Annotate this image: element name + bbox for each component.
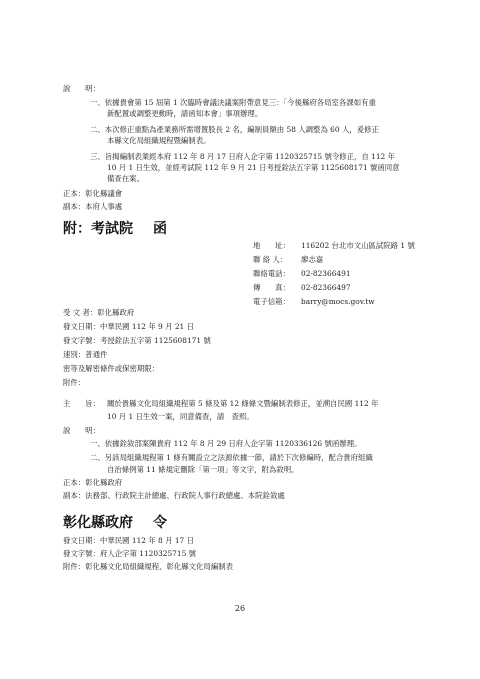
- contact-key: 地 址：: [253, 241, 290, 250]
- issue-date: 發文日期：中華民國 112 年 9 月 21 日: [63, 322, 194, 331]
- explain-item-1-line-2: 新配置或調整更動時，請函知本會」事項辦理。: [107, 109, 263, 118]
- contact-value: 02-82366491: [301, 269, 351, 278]
- explain-item-3-line-3: 備查在案。: [107, 174, 144, 183]
- exam-yuan-heading: [63, 220, 167, 238]
- heading-main: 附：考試院: [63, 221, 133, 237]
- explain-item-2-line-1: 二、另該局組織規程第 1 條有關設立之法源依據一節，請於下次修編時，配合貴府組織: [90, 453, 373, 462]
- attachment: 附件：: [63, 378, 86, 387]
- security-level: 密等及解密條件或保密期限：: [63, 364, 160, 373]
- contact-phone: [253, 268, 351, 279]
- contact-key: 電子信箱：: [253, 297, 290, 306]
- contact-key: 傳 真：: [253, 283, 290, 292]
- contact-email: [253, 296, 375, 307]
- contact-value: 廖志嘉: [301, 255, 324, 264]
- contact-key: 聯絡電話：: [253, 269, 290, 278]
- heading-suffix: 令: [153, 515, 167, 531]
- county-order-heading: [63, 514, 167, 532]
- cc-original: 正本：彰化縣政府: [63, 478, 123, 487]
- order-issue-date: 發文日期：中華民國 112 年 8 月 17 日: [63, 536, 194, 545]
- contact-person: [253, 254, 323, 265]
- order-issue-number: 發文字號：府人企字第 1120325715 號: [63, 549, 197, 558]
- cc-copy: 副本：本府人事處: [63, 202, 123, 211]
- explain-item-3-line-1: 三、旨揭編制表業經本府 112 年 8 月 17 日府人企字第 1120325715 號令修正，自 112 年: [90, 152, 395, 161]
- explain-item-1-line-1: 一、依據貴會第 15 屆第 1 次臨時會議決議案附帶意見三：「今後縣府各局室各課如有重: [90, 98, 376, 107]
- explain-label: 說 明：: [63, 84, 100, 93]
- speed: 速別：普通件: [63, 350, 108, 359]
- heading-main: 彰化縣政府: [63, 515, 133, 531]
- page-number: 26: [234, 604, 246, 613]
- issue-number: 發文字號：考授銓法五字第 1125608171 號: [63, 336, 211, 345]
- explain-item-1-line-1: 一、依據銓敘部案陳貴府 112 年 8 月 29 日府人企字第 1120336126 號函辦理。: [90, 439, 362, 448]
- contact-key: 聯 絡 人：: [253, 255, 288, 264]
- cc-copy: 副本：法務部、行政院主計總處、行政院人事行政總處、本院銓敘處: [63, 491, 285, 500]
- contact-value: barry@mocs.gov.tw: [301, 297, 375, 306]
- subject-label: 主 旨：: [63, 399, 100, 408]
- subject-line-2: 10 月 1 日生效一案，同意備查，請 查照。: [107, 412, 254, 421]
- explain-item-2-line-2: 本縣文化局組織規程暨編制表。: [107, 136, 211, 145]
- explain-item-2-line-1: 二、本次修正重點為產業務所需增置股長 2 名，編制員額由 58 人調整為 60 人，爰修正: [90, 125, 379, 134]
- contact-fax: [253, 282, 351, 293]
- subject-line-1: 關於貴縣文化局組織規程第 5 條及第 12 條條文暨編制表修正，並溯自民國 112 年: [107, 399, 379, 408]
- contact-value: 116202 台北市文山區試院路 1 號: [301, 241, 415, 250]
- contact-address: [253, 240, 415, 251]
- recipient: 受 文 者：彰化縣政府: [63, 308, 135, 317]
- explain-item-2-line-2: 自治條例第 11 條規定刪除「第一項」等文字，附為敘明。: [107, 465, 299, 474]
- order-attachment: 附件：彰化縣文化局組織規程、彰化縣文化局編制表: [63, 562, 233, 571]
- contact-value: 02-82366497: [301, 283, 351, 292]
- explain-item-3-line-2: 10 月 1 日生效，並經考試院 112 年 9 月 21 日考授銓法五字第 1125608171 號函同意: [107, 163, 400, 172]
- cc-original: 正本：彰化縣議會: [63, 189, 123, 198]
- explain-label: 說 明：: [63, 426, 100, 435]
- heading-suffix: 函: [153, 221, 167, 237]
